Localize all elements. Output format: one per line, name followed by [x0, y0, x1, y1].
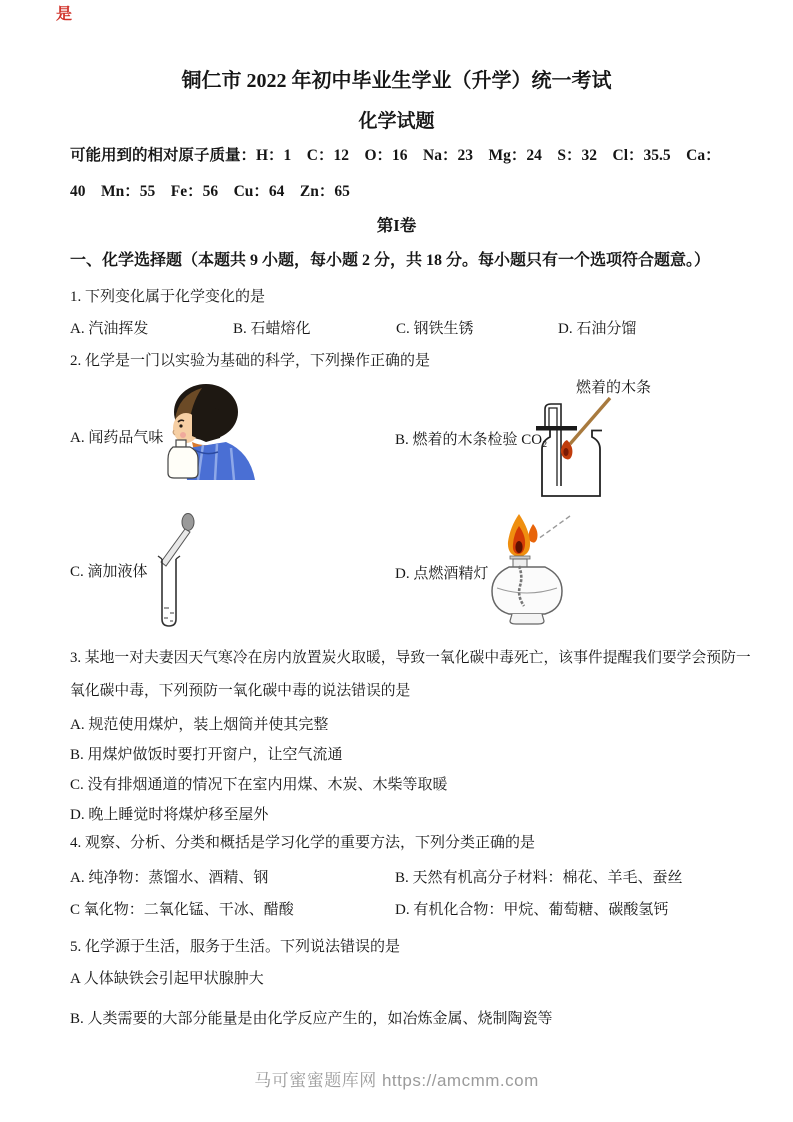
- part-title: 第I卷: [376, 216, 417, 235]
- question-3-options: [70, 710, 723, 830]
- lamp-base: [510, 614, 544, 624]
- glass-lid: [536, 426, 577, 431]
- gas-bottle-illustration: [536, 396, 614, 500]
- eye: [179, 424, 182, 427]
- burning-splint-icon: [570, 398, 610, 444]
- site-watermark: 马可蜜蜜题库网 https://amcmm.com: [254, 1071, 539, 1090]
- match-icon: [538, 516, 570, 539]
- liquid: [164, 608, 174, 621]
- q2-option-a: A. 闻药品气味: [70, 430, 164, 446]
- question-5-stem: 5. 化学源于生活，服务于生活。下列说法错误的是: [70, 939, 401, 955]
- match-flame: [529, 524, 538, 543]
- bottle-neck: [176, 440, 186, 447]
- blush: [180, 432, 186, 438]
- delivery-tube: [545, 404, 561, 486]
- paper-subtitle: 化学试题: [358, 111, 435, 132]
- paper-title: 铜仁市 2022 年初中毕业生学业（升学）统一考试: [181, 70, 612, 92]
- q5-option-a: A 人体缺铁会引起甲状腺肿大: [70, 971, 264, 987]
- q4-option-b: B. 天然有机高分子材料：棉花、羊毛、蚕丝: [395, 870, 683, 886]
- boy-smelling-illustration: [162, 380, 262, 480]
- lamp-body: [492, 567, 562, 614]
- q3-option-c: C. 没有排烟通道的情况下在室内用煤、木炭、木柴等取暖: [70, 777, 448, 793]
- burning-splint-label: 燃着的木条: [576, 380, 652, 396]
- question-4-stem: 4. 观察、分析、分类和概括是学习化学的重要方法，下列分类正确的是: [70, 835, 536, 851]
- q2-option-c: C. 滴加液体: [70, 564, 148, 580]
- q1-option-a: A. 汽油挥发: [70, 321, 149, 337]
- q4-option-d: D. 有机化合物：甲烷、葡萄糖、碳酸氢钙: [395, 902, 669, 918]
- q4-option-a: A. 纯净物：蒸馏水、酒精、钢: [70, 870, 269, 886]
- q3-option-d: D. 晚上睡觉时将煤炉移至屋外: [70, 807, 269, 823]
- q1-option-c: C. 钢铁生锈: [396, 321, 474, 337]
- question-4-options-row2: [70, 894, 723, 926]
- dropper-bulb: [182, 514, 194, 531]
- section-heading: 一、化学选择题（本题共 9 小题，每小题 2 分，共 18 分。每小题只有一个选项符合题意。）: [70, 252, 711, 269]
- question-1-options: [70, 318, 723, 340]
- question-3-stem-line2: 氧化碳中毒，下列预防一氧化碳中毒的说法错误的是: [70, 683, 411, 699]
- q1-option-d: D. 石油分馏: [558, 321, 637, 337]
- atomic-masses-line2: 40 Mn：55 Fe：56 Cu：64 Zn：65: [70, 183, 350, 200]
- q3-option-a: A. 规范使用煤炉，装上烟筒并使其完整: [70, 717, 329, 733]
- atomic-masses-line1: 可能用到的相对原子质量：H：1 C：12 O：16 Na：23 Mg：24 S：32 Cl：35.5 Ca：: [70, 147, 721, 164]
- question-3-stem-line1: 3. 某地一对夫妻因天气寒冷在房内放置炭火取暖，导致一氧化碳中毒死亡，该事件提醒我们要学会预防一: [70, 650, 751, 666]
- q1-option-b: B. 石蜡熔化: [233, 321, 311, 337]
- corner-stamp: 是: [56, 6, 73, 23]
- alcohol-lamp-illustration: [488, 514, 573, 628]
- question-2-figures: [70, 374, 723, 642]
- question-2-stem: 2. 化学是一门以实验为基础的科学，下列操作正确的是: [70, 353, 431, 369]
- q2-option-b: B. 燃着的木条检验 CO₂: [395, 432, 548, 448]
- q2-option-d: D. 点燃酒精灯: [395, 566, 489, 582]
- test-tube-icon: [162, 559, 176, 626]
- reagent-bottle: [168, 447, 198, 478]
- question-4-options-row1: [70, 862, 723, 894]
- q5-option-b: B. 人类需要的大部分能量是由化学反应产生的，如冶炼金属、烧制陶瓷等: [70, 1011, 553, 1027]
- q3-option-b: B. 用煤炉做饭时要打开窗户，让空气流通: [70, 747, 343, 763]
- q4-option-c: C 氧化物：二氧化锰、干冰、醋酸: [70, 902, 294, 918]
- question-1-stem: 1. 下列变化属于化学变化的是: [70, 289, 266, 305]
- dropper-test-tube-illustration: [148, 512, 200, 632]
